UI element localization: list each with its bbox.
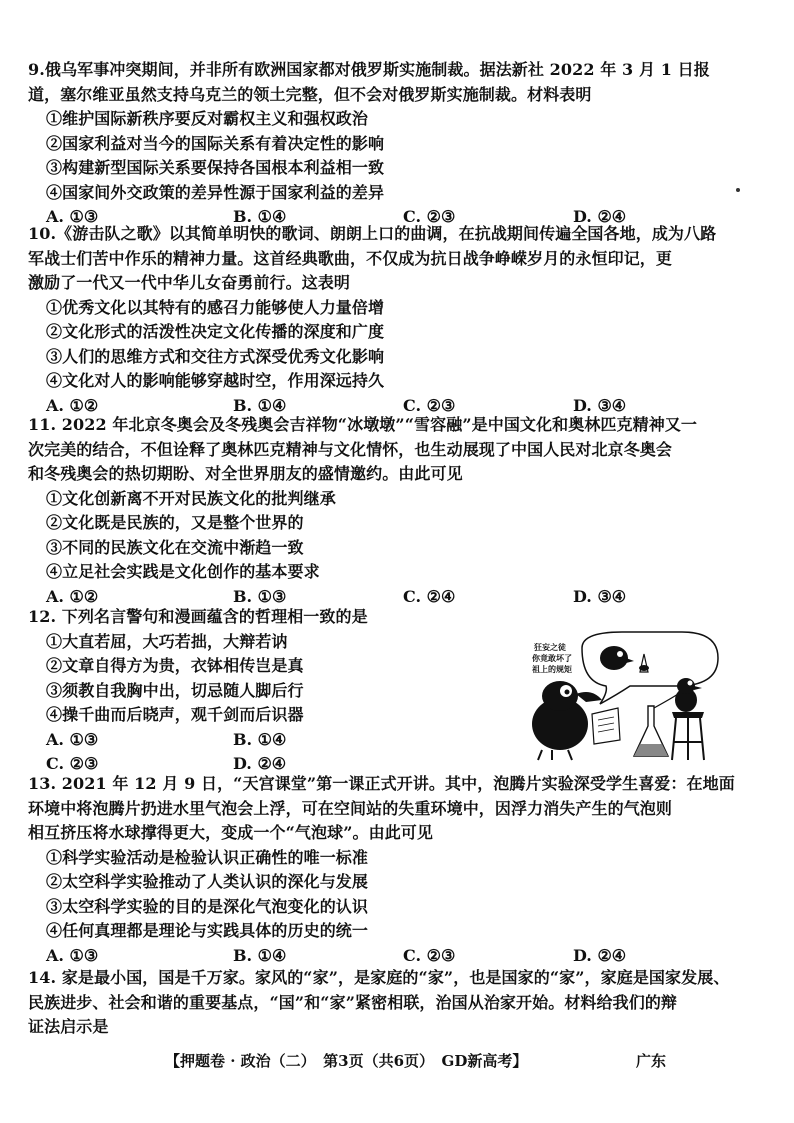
answer-d: D. ②④	[573, 207, 627, 226]
question-stem-line: 10.《游击队之歌》以其简单明快的歌词、朗朗上口的曲调，在抗战期间传遍全国各地，成为八路	[28, 224, 717, 243]
statement-4: ④国家间外交政策的差异性源于国家利益的差异	[46, 182, 385, 202]
question-stem-line: 14. 家是最小国，国是千万家。家风的“家”，是家庭的“家”，也是国家的“家”，家庭是国家发展、	[28, 968, 730, 987]
statement-1: ①维护国际新秩序要反对霸权主义和强权政治	[46, 109, 369, 128]
answer-a: A. ①③	[46, 945, 99, 965]
answer-d: D. ③④	[573, 586, 627, 606]
cartoon-caption-1: 狂妄之徒	[534, 643, 566, 652]
scan-speck	[736, 188, 740, 192]
answer-c: C. ②③	[403, 945, 456, 965]
cartoon-caption-2: 你竟敢坏了	[532, 654, 572, 663]
stool-icon	[672, 712, 704, 718]
statement-2: ②文化形式的活泼性决定文化传播的深度和广度	[46, 322, 385, 341]
statement-3: ③构建新型国际关系要保持各国根本利益相一致	[46, 158, 385, 177]
answer-c: C. ②③	[46, 754, 99, 773]
statement-3: ③太空科学实验的目的是深化气泡变化的认识	[46, 896, 369, 916]
question-stem-line: 相互挤压将水球撑得更大，变成一个“气泡球”。由此可见	[28, 823, 434, 842]
question-9	[28, 58, 768, 230]
question-stem-line: 次完美的结合，不但诠释了奥林匹克精神与文化情怀，也生动展现了中国人民对北京冬奥会	[28, 439, 673, 459]
statement-4: ④立足社会实践是文化创作的基本要求	[46, 562, 320, 581]
footer-exam-info: 【押题卷 · 政治（二） 第3页（共6页） GD新高考】	[165, 1052, 528, 1070]
statement-2: ②国家利益对当今的国际关系有着决定性的影响	[46, 133, 385, 153]
statement-1: ①优秀文化以其特有的感召力能够使人力量倍增	[46, 297, 385, 317]
answer-b: B. ①③	[233, 586, 287, 606]
statement-4: ④文化对人的影响能够穿越时空，作用深远持久	[46, 371, 385, 390]
question-stem-line: 9.俄乌军事冲突期间，并非所有欧洲国家都对俄罗斯实施制裁。据法新社 2022 年 3 月 1 日报	[28, 60, 710, 79]
answer-c: C. ②③	[403, 395, 456, 415]
question-11	[28, 413, 768, 609]
answer-b: B. ①④	[233, 729, 287, 749]
answer-a: A. ①③	[46, 729, 99, 749]
statement-1: ①科学实验活动是检验认识正确性的唯一标准	[46, 847, 369, 867]
statement-2: ②文化既是民族的，又是整个世界的	[46, 513, 304, 532]
answer-b: B. ①④	[233, 207, 287, 226]
statement-2: ②太空科学实验推动了人类认识的深化与发展	[46, 872, 369, 891]
question-stem-line: 道，塞尔维亚虽然支持乌克兰的领土完整，但不会对俄罗斯实施制裁。材料表明	[28, 84, 592, 104]
statement-1: ①大直若屈，大巧若拙，大辩若讷	[46, 631, 288, 651]
statement-3: ③不同的民族文化在交流中渐趋一致	[46, 537, 304, 557]
bubble-bird-icon	[600, 646, 628, 670]
question-13	[28, 772, 768, 968]
book-icon	[592, 708, 620, 744]
answer-row	[28, 944, 768, 969]
answer-c: C. ②④	[403, 586, 456, 606]
cartoon-caption-3: 祖上的规矩	[532, 665, 572, 674]
answer-a: A. ①②	[46, 586, 99, 606]
answer-d: D. ②④	[573, 945, 627, 965]
question-stem-line: 激励了一代又一代中华儿女奋勇前行。这表明	[28, 273, 351, 292]
answer-a: A. ①②	[46, 395, 99, 415]
question-stem-line: 12. 下列名言警句和漫画蕴含的哲理相一致的是	[28, 607, 368, 626]
answer-d: D. ③④	[573, 395, 627, 415]
cartoon-illustration	[522, 628, 728, 764]
statement-4: ④任何真理都是理论与实践具体的历史的统一	[46, 921, 369, 940]
answer-d: D. ②④	[233, 754, 287, 773]
question-stem-line: 民族进步、社会和谐的重要基点，“国”和“家”紧密相联，治国从治家开始。材料给我们的辩	[28, 992, 678, 1012]
question-stem-line: 13. 2021 年 12 月 9 日，“天宫课堂”第一课正式开讲。其中，泡腾片实验深受学生喜爱：在地面	[28, 774, 735, 793]
question-stem-line: 环境中将泡腾片扔进水里气泡会上浮，可在空间站的失重环境中，因浮力消失产生的气泡则	[28, 798, 673, 818]
answer-b: B. ①④	[233, 945, 287, 965]
statement-1: ①文化创新离不开对民族文化的批判继承	[46, 488, 336, 508]
question-10	[28, 222, 768, 418]
question-stem-line: 和冬残奥会的热切期盼、对全世界朋友的盛情邀约。由此可见	[28, 464, 463, 483]
speech-bubble	[582, 632, 718, 704]
question-14	[28, 966, 768, 1040]
footer-region: 广东	[636, 1052, 667, 1070]
answer-b: B. ①④	[233, 395, 287, 415]
answer-a: A. ①③	[46, 207, 99, 226]
question-stem-line: 军战士们苦中作乐的精神力量。这首经典歌曲，不仅成为抗日战争峥嵘岁月的永恒印记，更	[28, 248, 673, 268]
answer-c: C. ②③	[403, 207, 456, 226]
statement-2: ②文章自得方为贵，衣钵相传岂是真	[46, 656, 304, 675]
statement-4: ④操千曲而后晓声，观千剑而后识器	[46, 705, 304, 724]
question-stem-line: 证法启示是	[28, 1017, 109, 1036]
statement-3: ③人们的思维方式和交往方式深受优秀文化影响	[46, 346, 385, 366]
statement-3: ③须教自我胸中出，切忌随人脚后行	[46, 680, 304, 700]
question-stem-line: 11. 2022 年北京冬奥会及冬残奥会吉祥物“冰墩墩”“雪容融”是中国文化和奥林匹克精神又一	[28, 415, 698, 434]
